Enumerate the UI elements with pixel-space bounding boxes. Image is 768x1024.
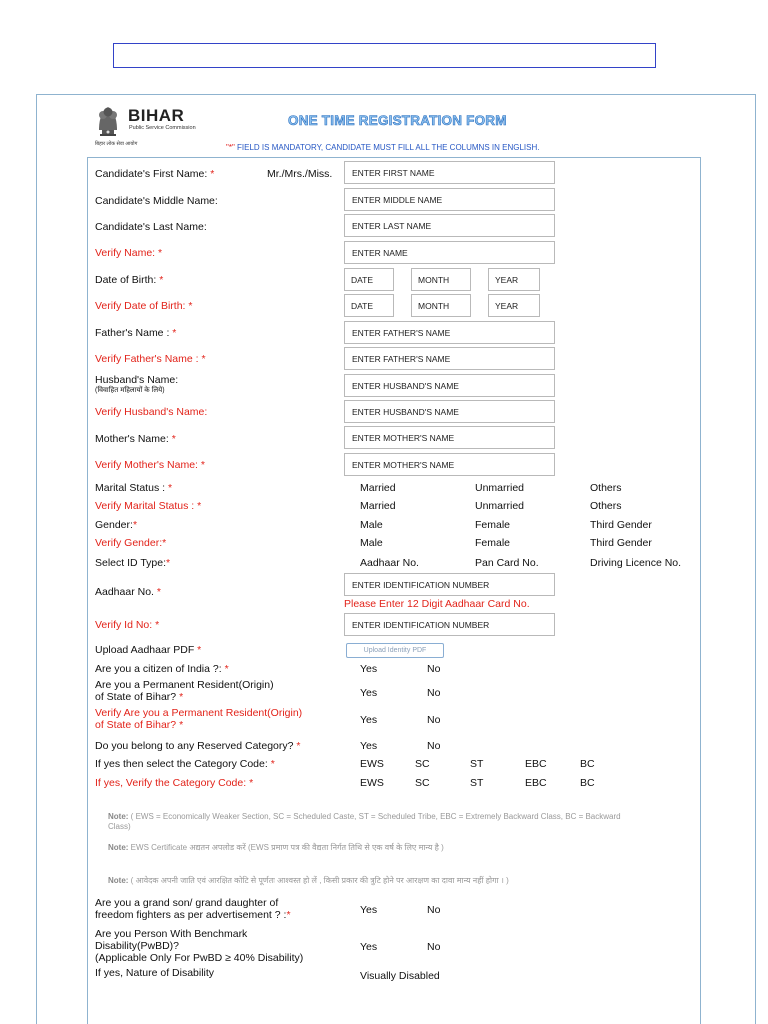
verify-mother-name-label: Verify Mother's Name: * [95, 459, 205, 471]
category-option-ebc[interactable]: EBC [525, 758, 547, 770]
id-type-option-aadhaar[interactable]: Aadhaar No. [360, 557, 419, 569]
dob-date-field[interactable]: DATE [344, 268, 394, 291]
verify-dob-date-field[interactable]: DATE [344, 294, 394, 317]
pwbd-label-line1: Are you Person With Benchmark [95, 928, 248, 940]
verify-resident-label-line2: of State of Bihar? * [95, 719, 184, 731]
mandatory-star: "*" [226, 143, 235, 152]
verify-gender-option-female[interactable]: Female [475, 537, 511, 549]
pwbd-label-line2: Disability(PwBD)? [95, 940, 180, 952]
gender-label: Gender:* [95, 519, 138, 531]
upload-aadhaar-label: Upload Aadhaar PDF * [95, 644, 202, 656]
marital-option-others[interactable]: Others [590, 482, 622, 494]
reserved-option-no[interactable]: No [427, 740, 441, 752]
verify-category-option-bc[interactable]: BC [580, 777, 595, 789]
verify-marital-status-label: Verify Marital Status : * [95, 500, 202, 512]
ews-certificate-note: Note: EWS Certificate अद्यतन अपलोड करें (EWS प्रमाण पत्र की वैद्यता निर्गत तिथि से एक वर्ष के लिए मान्य है ) [108, 843, 444, 852]
resident-option-no[interactable]: No [427, 687, 441, 699]
dob-year-field[interactable]: YEAR [488, 268, 540, 291]
verify-marital-option-married[interactable]: Married [360, 500, 396, 512]
verify-father-name-input[interactable]: ENTER FATHER'S NAME [344, 347, 555, 370]
father-name-label: Father's Name : * [95, 327, 177, 339]
verify-category-code-label: If yes, Verify the Category Code: * [95, 777, 254, 789]
pwbd-option-no[interactable]: No [427, 941, 441, 953]
pwbd-option-yes[interactable]: Yes [360, 941, 378, 953]
verify-id-label: Verify Id No: * [95, 619, 160, 631]
verify-category-option-ebc[interactable]: EBC [525, 777, 547, 789]
verify-gender-option-male[interactable]: Male [360, 537, 383, 549]
marital-option-unmarried[interactable]: Unmarried [475, 482, 525, 494]
category-abbreviations-note: Note: ( EWS = Economically Weaker Section, SC = Scheduled Caste, ST = Scheduled Tribe, EBC = Extremely Backward Class, BC = Backward Class) [108, 812, 621, 831]
verify-husband-name-label: Verify Husband's Name: [95, 406, 208, 418]
middle-name-label: Candidate's Middle Name: [95, 195, 218, 207]
freedom-fighter-option-no[interactable]: No [427, 904, 441, 916]
salutation-label: Mr./Mrs./Miss. [267, 168, 333, 180]
aadhaar-input[interactable]: ENTER IDENTIFICATION NUMBER [344, 573, 555, 596]
logo-name: BIHAR [128, 106, 185, 125]
verify-category-option-ews[interactable]: EWS [360, 777, 384, 789]
marital-option-married[interactable]: Married [360, 482, 396, 494]
verify-father-name-label: Verify Father's Name : * [95, 353, 206, 365]
first-name-input[interactable]: ENTER FIRST NAME [344, 161, 555, 184]
freedom-fighter-label-line1: Are you a grand son/ grand daughter of [95, 897, 279, 909]
form-title: ONE TIME REGISTRATION FORM [288, 113, 507, 128]
pwbd-label-line3: (Applicable Only For PwBD ≥ 40% Disability) [95, 952, 304, 964]
citizen-option-no[interactable]: No [427, 663, 441, 675]
id-type-label: Select ID Type:* [95, 557, 171, 569]
gender-option-third[interactable]: Third Gender [590, 519, 652, 531]
reserved-option-yes[interactable]: Yes [360, 740, 378, 752]
verify-gender-label: Verify Gender:* [95, 537, 167, 549]
last-name-input[interactable]: ENTER LAST NAME [344, 214, 555, 237]
resident-label-line2: of State of Bihar? * [95, 691, 184, 703]
dob-label: Date of Birth: * [95, 274, 164, 286]
father-name-input[interactable]: ENTER FATHER'S NAME [344, 321, 555, 344]
mother-name-label: Mother's Name: * [95, 433, 176, 445]
dob-month-field[interactable]: MONTH [411, 268, 471, 291]
gender-option-male[interactable]: Male [360, 519, 383, 531]
verify-name-input[interactable]: ENTER NAME [344, 241, 555, 264]
freedom-fighter-label-line2: freedom fighters as per advertisement ? :* [95, 909, 291, 921]
middle-name-input[interactable]: ENTER MIDDLE NAME [344, 188, 555, 211]
disability-option-visually-disabled[interactable]: Visually Disabled [360, 970, 440, 982]
logo-hindi-text: बिहार लोक सेवा आयोग [95, 141, 138, 147]
verify-mother-name-input[interactable]: ENTER MOTHER'S NAME [344, 453, 555, 476]
verify-marital-option-others[interactable]: Others [590, 500, 622, 512]
disability-nature-label: If yes, Nature of Disability [95, 967, 215, 979]
verify-resident-label-line1: Verify Are you a Permanent Resident(Origin) [95, 707, 303, 719]
top-link-box [113, 43, 656, 68]
resident-label-line1: Are you a Permanent Resident(Origin) [95, 679, 274, 691]
gender-option-female[interactable]: Female [475, 519, 511, 531]
reserved-category-label: Do you belong to any Reserved Category? * [95, 740, 301, 752]
mandatory-text: FIELD IS MANDATORY, CANDIDATE MUST FILL ALL THE COLUMNS IN ENGLISH. [234, 143, 540, 152]
citizen-option-yes[interactable]: Yes [360, 663, 378, 675]
category-option-ews[interactable]: EWS [360, 758, 384, 770]
verify-category-option-sc[interactable]: SC [415, 777, 430, 789]
verify-name-label: Verify Name: * [95, 247, 163, 259]
aadhaar-label: Aadhaar No. * [95, 586, 161, 598]
verify-dob-year-field[interactable]: YEAR [488, 294, 540, 317]
husband-name-label: Husband's Name: [95, 374, 179, 386]
mandatory-note [226, 143, 539, 152]
husband-name-input[interactable]: ENTER HUSBAND'S NAME [344, 374, 555, 397]
upload-identity-pdf-button[interactable]: Upload Identity PDF [346, 643, 444, 658]
verify-dob-label: Verify Date of Birth: * [95, 300, 193, 312]
verify-resident-option-yes[interactable]: Yes [360, 714, 378, 726]
first-name-label: Candidate's First Name: * [95, 168, 215, 180]
logo-subtitle: Public Service Commission [129, 125, 196, 131]
mother-name-input[interactable]: ENTER MOTHER'S NAME [344, 426, 555, 449]
marital-status-label: Marital Status : * [95, 482, 173, 494]
verify-category-option-st[interactable]: ST [470, 777, 484, 789]
category-option-bc[interactable]: BC [580, 758, 595, 770]
husband-name-hindi-note: (विवाहित महिलायों के लिये) [95, 387, 165, 394]
verify-resident-option-no[interactable]: No [427, 714, 441, 726]
verify-gender-option-third[interactable]: Third Gender [590, 537, 652, 549]
verify-husband-name-input[interactable]: ENTER HUSBAND'S NAME [344, 400, 555, 423]
freedom-fighter-option-yes[interactable]: Yes [360, 904, 378, 916]
id-type-option-pan[interactable]: Pan Card No. [475, 557, 539, 569]
verify-marital-option-unmarried[interactable]: Unmarried [475, 500, 525, 512]
category-option-sc[interactable]: SC [415, 758, 430, 770]
category-option-st[interactable]: ST [470, 758, 484, 770]
category-code-label: If yes then select the Category Code: * [95, 758, 275, 770]
verify-dob-month-field[interactable]: MONTH [411, 294, 471, 317]
state-emblem-icon [93, 103, 123, 143]
id-type-option-driving-licence[interactable]: Driving Licence No. [590, 557, 682, 569]
resident-option-yes[interactable]: Yes [360, 687, 378, 699]
citizen-label: Are you a citizen of India ?: * [95, 663, 229, 675]
caste-confirmation-note: Note: ( आवेदक अपनी जाति एवं आरक्षित कोटि से पूर्णतः आश्वस्त हो लें , किसी प्रकार की त्रुटि होने पर आरक्षण का दावा मान्य नहीं होगा । ) [108, 876, 509, 885]
last-name-label: Candidate's Last Name: [95, 221, 207, 233]
verify-id-input[interactable]: ENTER IDENTIFICATION NUMBER [344, 613, 555, 636]
aadhaar-error-message: Please Enter 12 Digit Aadhaar Card No. [344, 598, 530, 610]
